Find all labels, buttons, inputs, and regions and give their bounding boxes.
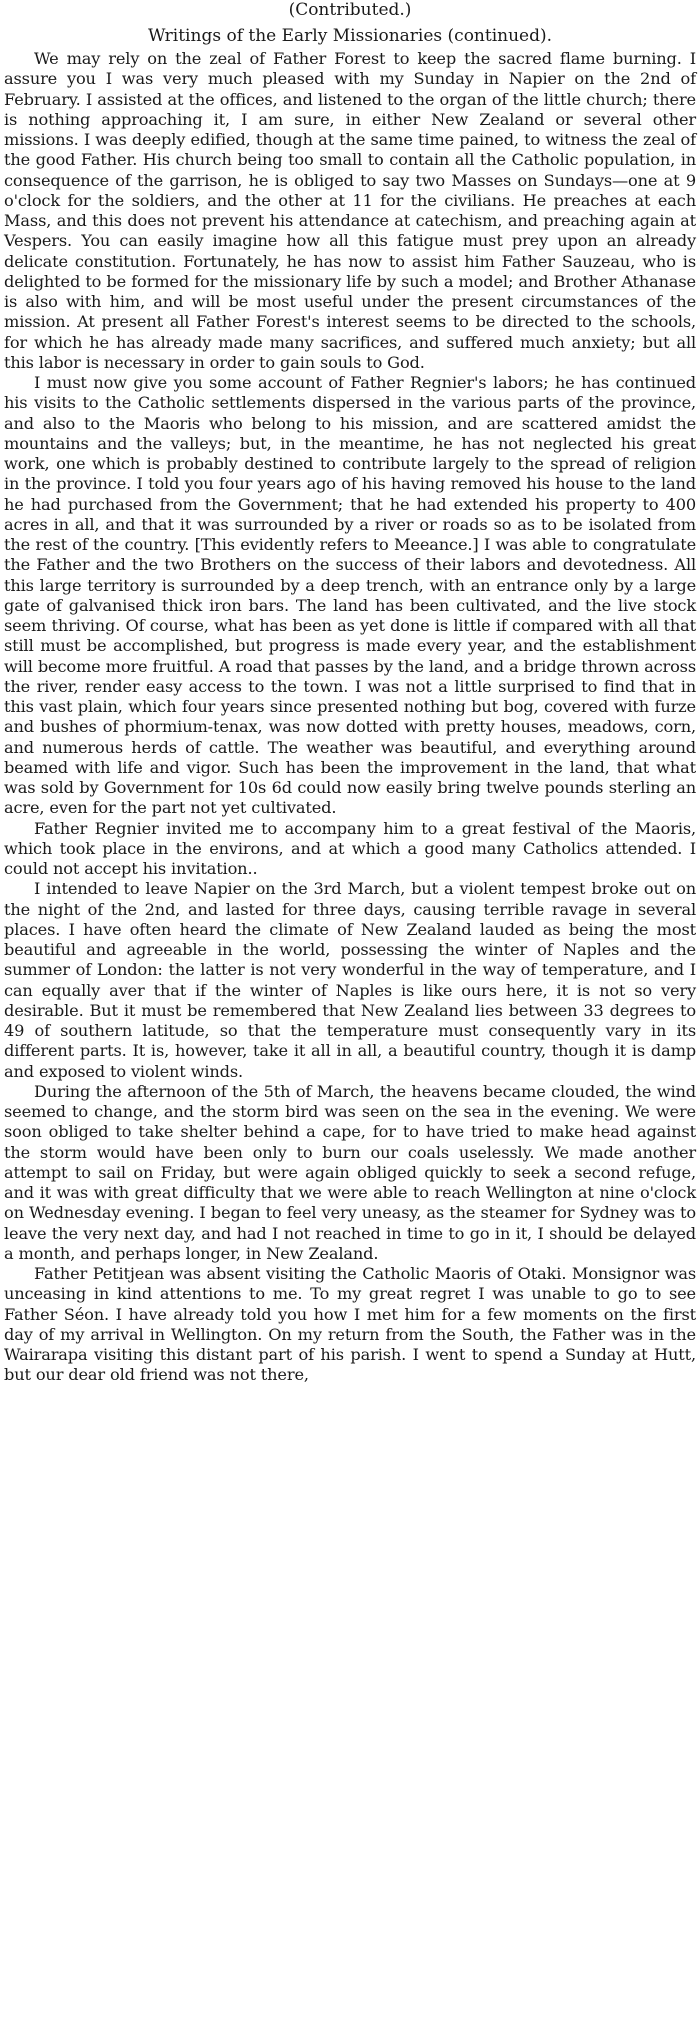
paragraph-tempest: I intended to leave Napier on the 3rd March, but a violent tempest broke out on the night of the 2nd, and lasted for three days, causing terrible ravage in several places. I have often heard the climate of New Zealand lauded as being the most beautiful and agreeable in the world, possessing the winter of Naples and the summer of London: the latter is not very wonderful in the way of temperature, and I can equally aver that if the winter of Naples is like ours here, it is not so very desirable. But it must be remembered that New Zealand lies between 33 degrees to 49 of southern latitude, so that the temperature must consequently vary in its different parts. It is, however, take it all in all, a beautiful country, though it is damp and exposed to violent winds. xyxy=(4,879,696,1081)
section-label: (Contributed.) xyxy=(288,0,412,20)
newspaper-column xyxy=(4,0,696,1386)
paragraph-father-regnier: I must now give you some account of Father Regnier's labors; he has continued his visits to the Catholic settlements dispersed in the various parts of the province, and also to the Maoris who belong to his mission, and are scattered amidst the mountains and the valleys; but, in the meantime, he has not neglected his great work, one which is probably destined to contribute largely to the spread of religion in the province. I told you four years ago of his having removed his house to the land he had purchased from the Government; that he had extended his property to 400 acres in all, and that it was surrounded by a river or roads so as to be isolated from the rest of the country. [This evidently refers to Meeance.] I was able to congratulate the Father and the two Brothers on the success of their labors and devotedness. All this large territory is surrounded by a deep trench, with an entrance only by a large gate of galvanised thick iron bars. The land has been cultivated, and the live stock seem thriving. Of course, what has been as yet done is little if compared with all that still must be accomplished, but progress is made every year, and the establishment will become more fruitful. A road that passes by the land, and a bridge thrown across the river, render easy access to the town. I was not a little surprised to find that in this vast plain, which four years since presented nothing but bog, covered with furze and bushes of phormium-tenax, was now dotted with pretty houses, meadows, corn, and numerous herds of cattle. The weather was beautiful, and everything around beamed with life and vigor. Such has been the improvement in the land, that what was sold by Government for 10s 6d could now easily bring twelve pounds sterling an acre, even for the part not yet cultivated. xyxy=(4,373,696,818)
article-body xyxy=(4,49,696,1386)
paragraph-voyage: During the afternoon of the 5th of March, the heavens became clouded, the wind seemed to change, and the storm bird was seen on the sea in the evening. We were soon obliged to take shelter behind a cape, for to have tried to make head against the storm would have been only to burn our coals uselessly. We made another attempt to sail on Friday, but were again obliged quickly to seek a second refuge, and it was with great difficulty that we were able to reach Wellington at nine o'clock on Wednesday evening. I began to feel very uneasy, as the steamer for Sydney was to leave the very next day, and had I not reached in time to go in it, I should be delayed a month, and perhaps longer, in New Zealand. xyxy=(4,1081,696,1263)
paragraph-father-forest: We may rely on the zeal of Father Forest to keep the sacred flame burning. I assure you I was very much pleased with my Sunday in Napier on the 2nd of February. I assisted at the offices, and listened to the organ of the little church; there is nothing approaching it, I am sure, in either New Zealand or several other missions. I was deeply edified, though at the same time pained, to witness the zeal of the good Father. His church being too small to contain all the Catholic population, in consequence of the garrison, he is obliged to say two Masses on Sundays—one at 9 o'clock for the soldiers, and the other at 11 for the civilians. He preaches at each Mass, and this does not prevent his attendance at catechism, and preaching again at Vespers. You can easily imagine how all this fatigue must prey upon an already delicate constitution. Fortunately, he has now to assist him Father Sauzeau, who is delighted to be formed for the missionary life by such a model; and Brother Athanase is also with him, and will be most useful under the present circumstances of the mission. At present all Father Forest's interest seems to be directed to the schools, for which he has already made many sacrifices, and suffered much anxiety; but all this labor is necessary in order to gain souls to God. xyxy=(4,49,696,372)
paragraph-wellington: Father Petitjean was absent visiting the Catholic Maoris of Otaki. Monsignor was unceasing in kind attentions to me. To my great regret I was unable to go to see Father Séon. I have already told you how I met him for a few moments on the first day of my arrival in Wellington. On my return from the South, the Father was in the Wairarapa visiting this distant part of his parish. I went to spend a Sunday at Hutt, but our dear old friend was not there, xyxy=(4,1264,696,1385)
article-title: Writings of the Early Missionaries (continued). xyxy=(147,26,553,46)
paragraph-maori-festival: Father Regnier invited me to accompany him to a great festival of the Maoris, which took place in the environs, and at which a good many Catholics attended. I could not accept his invitation.. xyxy=(4,818,696,878)
